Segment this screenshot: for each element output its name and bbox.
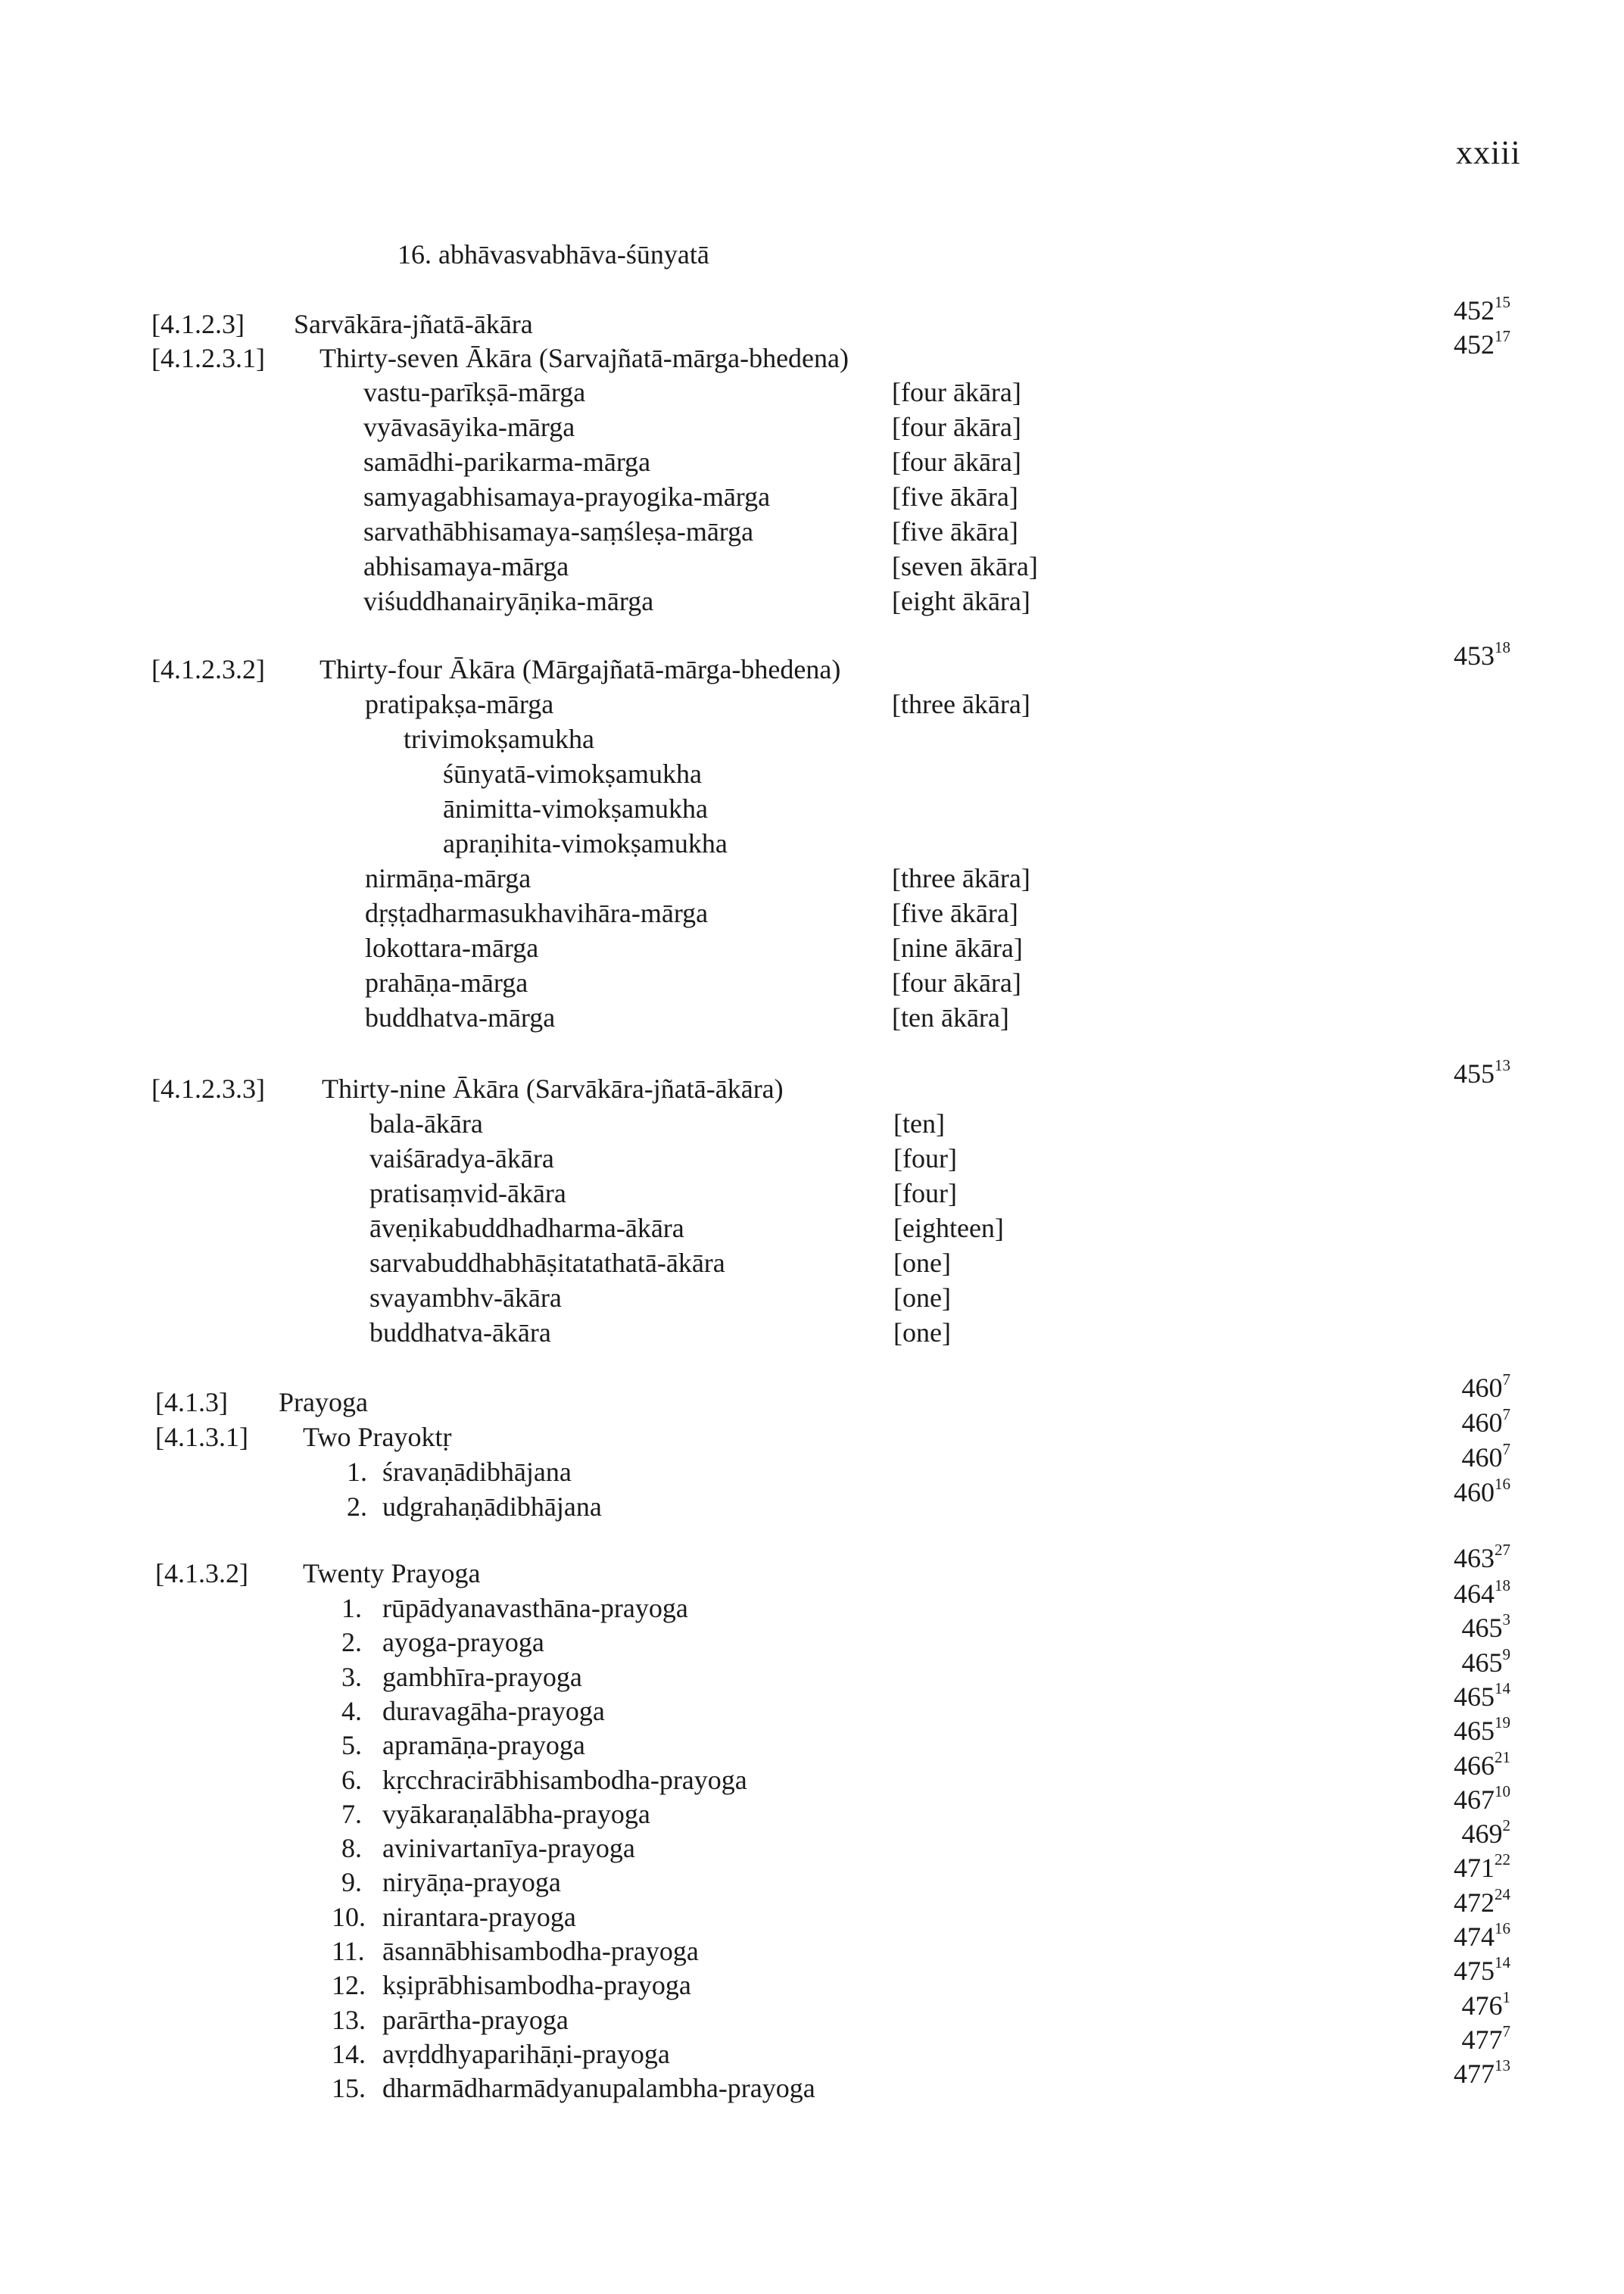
section-title: Prayoga: [279, 1387, 368, 1417]
page-number: xxiii: [1456, 134, 1521, 171]
list-item: āsannābhisambodha-prayoga: [382, 1936, 699, 1966]
list-item: pratisaṃvid-ākāra: [369, 1178, 566, 1208]
list-item: apramāṇa-prayoga: [382, 1730, 585, 1761]
list-item: lokottara-mārga: [365, 933, 539, 963]
list-item-count: [five ākāra]: [892, 482, 1018, 512]
list-item: avinivartanīya-prayoga: [382, 1833, 635, 1864]
page-ref: $460^7$: [1461, 1440, 1510, 1473]
list-item: kṛcchracirābhisambodha-prayoga: [382, 1764, 747, 1795]
page-ref: $465^{19}$: [1454, 1713, 1510, 1747]
page-ref: $460^{16}$: [1454, 1475, 1510, 1507]
list-item-count: [ten ākāra]: [892, 1002, 1009, 1033]
list-item: niryāṇa-prayoga: [382, 1867, 561, 1898]
list-item-number: 1.: [341, 1593, 362, 1623]
list-item-number: 1.: [347, 1457, 367, 1487]
page-ref: $466^{21}$: [1454, 1747, 1510, 1781]
list-item: pratipakṣa-mārga: [365, 689, 554, 719]
list-item: udgrahaṇādibhājana: [382, 1491, 602, 1522]
page-ref: $477^{13}$: [1454, 2056, 1510, 2090]
list-item: śūnyatā-vimokṣamukha: [443, 759, 702, 789]
page-ref: $464^{18}$: [1454, 1576, 1510, 1609]
list-item: buddhatva-ākāra: [369, 1317, 551, 1348]
list-item: ayoga-prayoga: [382, 1627, 544, 1658]
list-item-number: 7.: [341, 1798, 362, 1829]
page-ref: $452^{17}$: [1454, 327, 1510, 360]
list-item-count: [three ākāra]: [892, 689, 1030, 719]
list-item-number: 8.: [341, 1833, 362, 1864]
list-item-count: [four ākāra]: [892, 447, 1021, 477]
list-item: nirantara-prayoga: [382, 1901, 576, 1932]
list-item: dharmādharmādyanupalambha-prayoga: [382, 2073, 815, 2104]
list-item: vastu-parīkṣā-mārga: [363, 377, 586, 407]
section-ref: [4.1.3.1]: [155, 1422, 248, 1452]
list-item: āveṇikabuddhadharma-ākāra: [369, 1213, 684, 1243]
page-ref: $465^{14}$: [1454, 1678, 1510, 1712]
heading: 16. abhāvasvabhāva-śūnyatā: [397, 239, 709, 270]
list-item-number: 9.: [341, 1867, 362, 1898]
section-title: Thirty-four Ākāra (Mārgajñatā-mārga-bhedena): [320, 654, 841, 684]
list-item: parārtha-prayoga: [382, 2004, 569, 2035]
list-item: kṣiprābhisambodha-prayoga: [382, 1970, 691, 2001]
list-item-count: [three ākāra]: [892, 863, 1030, 893]
page-ref: $469^2$: [1461, 1816, 1510, 1850]
section-ref: [4.1.2.3.3]: [151, 1074, 265, 1104]
list-item: vyāvasāyika-mārga: [363, 412, 575, 442]
section-title: Thirty-seven Ākāra (Sarvajñatā-mārga-bhedena): [320, 343, 849, 373]
list-item-count: [one]: [893, 1248, 951, 1278]
list-item: nirmāṇa-mārga: [365, 863, 531, 893]
list-item-number: 14.: [332, 2038, 366, 2069]
list-item: dṛṣṭadharmasukhavihāra-mārga: [365, 898, 709, 928]
list-item: sarvabuddhabhāṣitatathatā-ākāra: [369, 1248, 725, 1278]
list-item-count: [five ākāra]: [892, 898, 1018, 928]
section-ref: [4.1.3.2]: [155, 1558, 248, 1588]
page-ref: $465^9$: [1461, 1644, 1510, 1678]
list-item: avṛddhyaparihāṇi-prayoga: [382, 2038, 670, 2069]
list-item: samyagabhisamaya-prayogika-mārga: [363, 482, 771, 512]
list-item-count: [eight ākāra]: [892, 586, 1030, 616]
page-ref: $452^{15}$: [1454, 293, 1510, 326]
page-ref: $453^{18}$: [1454, 638, 1510, 671]
list-item: trivimokṣamukha: [404, 724, 594, 754]
list-item-number: 11.: [332, 1936, 365, 1966]
list-item-number: 3.: [341, 1661, 362, 1692]
list-item: svayambhv-ākāra: [369, 1283, 562, 1313]
page-ref: $463^{27}$: [1454, 1541, 1510, 1573]
list-item: vaiśāradya-ākāra: [369, 1143, 554, 1173]
page-ref: $471^{22}$: [1454, 1850, 1510, 1884]
list-item-number: 4.: [341, 1695, 362, 1726]
list-item: ānimitta-vimokṣamukha: [443, 793, 708, 824]
list-item-count: [four ākāra]: [892, 968, 1021, 998]
page-ref: $475^{14}$: [1454, 1953, 1510, 1987]
list-item-number: 2.: [341, 1627, 362, 1658]
section-title: Twenty Prayoga: [303, 1558, 481, 1588]
page-ref: $472^{24}$: [1454, 1884, 1510, 1918]
list-item-count: [nine ākāra]: [892, 933, 1023, 963]
page-ref: $465^3$: [1461, 1610, 1510, 1644]
list-item-count: [four ākāra]: [892, 412, 1021, 442]
section-ref: [4.1.2.3]: [151, 309, 245, 339]
list-item-number: 10.: [332, 1901, 366, 1932]
list-item-number: 2.: [347, 1491, 367, 1522]
section-ref: [4.1.2.3.1]: [151, 343, 265, 373]
section-title: Thirty-nine Ākāra (Sarvākāra-jñatā-ākāra): [322, 1074, 784, 1104]
list-item: vyākaraṇalābha-prayoga: [382, 1798, 650, 1829]
list-item-count: [four]: [893, 1178, 957, 1208]
list-item-count: [five ākāra]: [892, 516, 1018, 547]
page-ref: $474^{16}$: [1454, 1919, 1510, 1952]
list-item-count: [ten]: [893, 1108, 945, 1139]
page-ref: $477^7$: [1461, 2021, 1510, 2055]
list-item: samādhi-parikarma-mārga: [363, 447, 651, 477]
list-item: rūpādyanavasthāna-prayoga: [382, 1593, 688, 1623]
list-item-number: 6.: [341, 1764, 362, 1795]
list-item: prahāṇa-mārga: [365, 968, 528, 998]
list-item: sarvathābhisamaya-saṃśleṣa-mārga: [363, 516, 754, 547]
section-ref: [4.1.2.3.2]: [151, 654, 265, 684]
list-item-number: 12.: [332, 1970, 366, 2001]
section-ref: [4.1.3]: [155, 1387, 228, 1417]
list-item: apraṇihita-vimokṣamukha: [443, 828, 728, 859]
list-item-number: 15.: [332, 2073, 366, 2104]
page-ref: $460^7$: [1461, 1370, 1510, 1403]
list-item-count: [seven ākāra]: [892, 551, 1038, 581]
list-item-count: [one]: [893, 1317, 951, 1348]
list-item: buddhatva-mārga: [365, 1002, 556, 1033]
page-ref: $460^7$: [1461, 1405, 1510, 1438]
list-item-number: 13.: [332, 2004, 366, 2035]
list-item-count: [one]: [893, 1283, 951, 1313]
list-item: śravaṇādibhājana: [382, 1457, 572, 1487]
page-ref: $455^{13}$: [1454, 1056, 1510, 1089]
page-ref: $467^{10}$: [1454, 1781, 1510, 1815]
list-item-count: [eighteen]: [893, 1213, 1004, 1243]
section-title: Two Prayoktṛ: [303, 1422, 452, 1452]
list-item-number: 5.: [341, 1730, 362, 1761]
list-item-count: [four ākāra]: [892, 377, 1021, 407]
list-item-count: [four]: [893, 1143, 957, 1173]
list-item: viśuddhanairyāṇika-mārga: [363, 586, 654, 616]
list-item: bala-ākāra: [369, 1108, 483, 1139]
list-item: gambhīra-prayoga: [382, 1661, 582, 1692]
list-item: abhisamaya-mārga: [363, 551, 569, 581]
list-item: duravagāha-prayoga: [382, 1695, 605, 1726]
page-ref: $476^1$: [1461, 1987, 1510, 2021]
section-title: Sarvākāra-jñatā-ākāra: [294, 309, 533, 339]
